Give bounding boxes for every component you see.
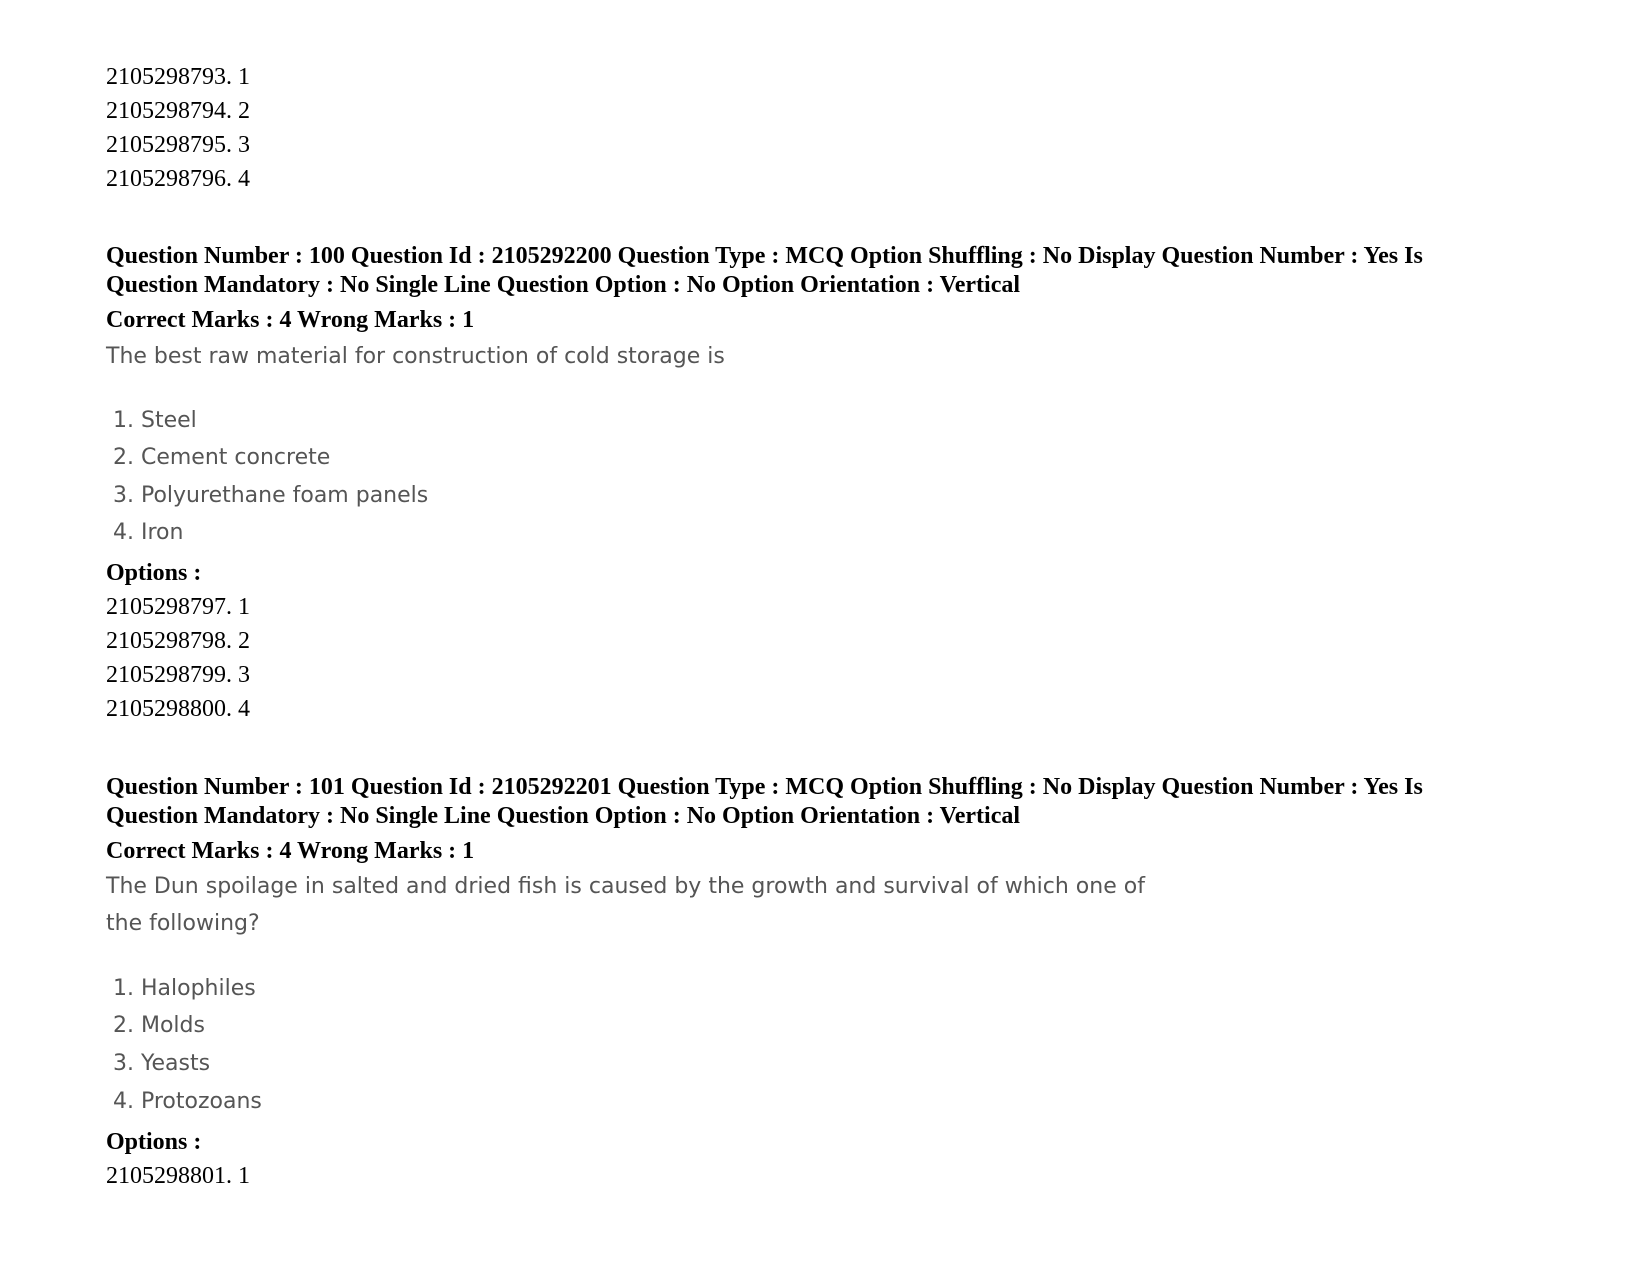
- question-meta-line: Question Mandatory : No Single Line Question Option : No Option Orientation : Vertical: [106, 803, 1021, 829]
- option-id-line: 2105298799. 3: [106, 662, 250, 688]
- option-id-line: 2105298800. 4: [106, 696, 250, 722]
- question-meta-line: Question Mandatory : No Single Line Question Option : No Option Orientation : Vertical: [106, 272, 1021, 298]
- answer-choice: 4. Iron: [113, 520, 184, 545]
- answer-choice: 1. Halophiles: [113, 976, 256, 1001]
- option-id-line: 2105298797. 1: [106, 594, 250, 620]
- answer-choice: 3. Polyurethane foam panels: [113, 483, 429, 508]
- option-id-line: 2105298801. 1: [106, 1163, 250, 1189]
- question-meta: [106, 242, 1546, 300]
- options-label: Options :: [106, 1129, 202, 1155]
- answer-choice: 2. Molds: [113, 1013, 205, 1038]
- answer-choice: 1. Steel: [113, 408, 197, 433]
- question-meta: [106, 773, 1546, 831]
- question-marks: Correct Marks : 4 Wrong Marks : 1: [106, 307, 475, 333]
- question-meta-line: Question Number : 101 Question Id : 2105292201 Question Type : MCQ Option Shuffling : No Display Question Number : Yes Is: [106, 774, 1423, 800]
- option-id-line: 2105298794. 2: [106, 98, 250, 124]
- options-label: Options :: [106, 560, 202, 586]
- question-marks: Correct Marks : 4 Wrong Marks : 1: [106, 838, 475, 864]
- question-text: the following?: [106, 911, 260, 936]
- question-text: The Dun spoilage in salted and dried fish is caused by the growth and survival of which one of: [106, 874, 1145, 899]
- question-meta-line: Question Number : 100 Question Id : 2105292200 Question Type : MCQ Option Shuffling : No Display Question Number : Yes Is: [106, 243, 1423, 269]
- answer-choice: 2. Cement concrete: [113, 445, 331, 470]
- question-text: The best raw material for construction of cold storage is: [106, 344, 725, 369]
- option-id-line: 2105298793. 1: [106, 64, 250, 90]
- option-id-line: 2105298796. 4: [106, 166, 250, 192]
- answer-choice: 3. Yeasts: [113, 1051, 211, 1076]
- answer-choice: 4. Protozoans: [113, 1089, 262, 1114]
- option-id-line: 2105298798. 2: [106, 628, 250, 654]
- option-id-line: 2105298795. 3: [106, 132, 250, 158]
